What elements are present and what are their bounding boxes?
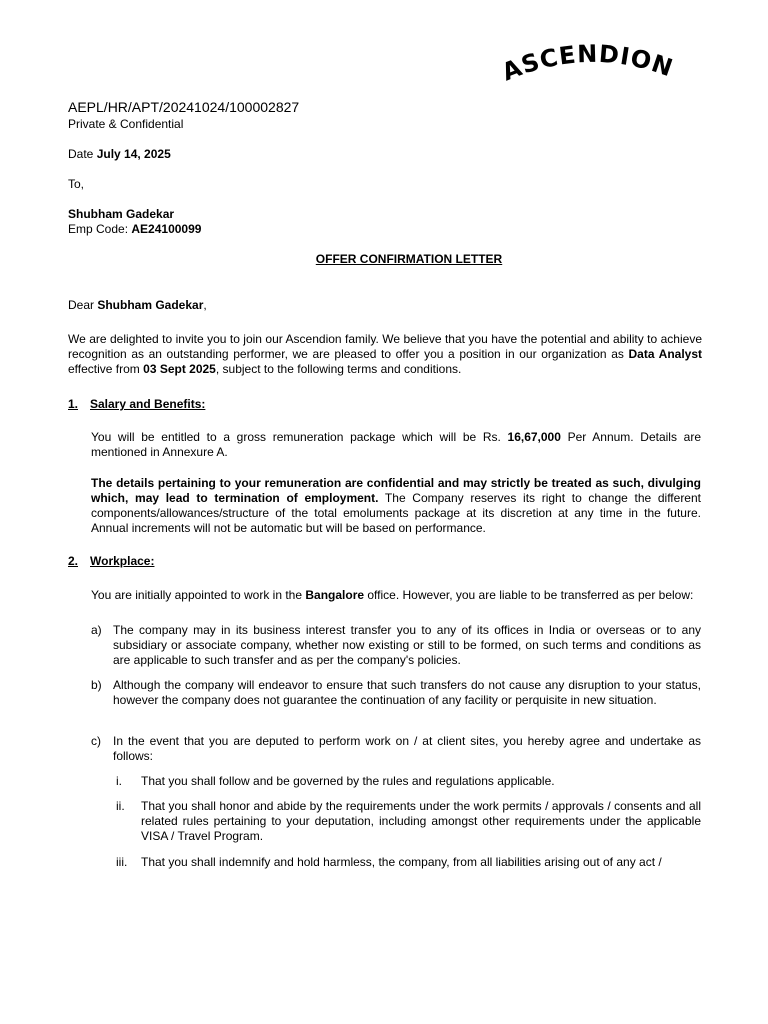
greeting-name: Shubham Gadekar	[97, 298, 204, 312]
workplace-paragraph	[91, 588, 701, 603]
sub-list-item-text: That you shall follow and be governed by the rules and regulations applicable.	[141, 774, 555, 788]
salary-text: Per Annum. Details are mentioned in Annexure A.	[91, 430, 701, 459]
list-item	[91, 734, 701, 764]
sub-list-item-text: That you shall indemnify and hold harmless, the company, from all liabilities arising out of any act /	[141, 855, 662, 869]
start-date: 03 Sept 2025	[143, 362, 216, 376]
to-label: To,	[68, 177, 85, 191]
letter-title-text: OFFER CONFIRMATION LETTER	[315, 252, 503, 266]
confidential-label: Private & Confidential	[68, 117, 184, 131]
intro-text: We are delighted to invite you to join our Ascendion family. We believe that you have the potential and ability to achieve recognition as an outstanding performer, we are pleased to offer you a position in our organization as	[68, 332, 702, 361]
section-number: 2.	[68, 554, 79, 568]
salary-paragraph	[91, 430, 701, 460]
sub-list-item	[116, 774, 701, 789]
list-item	[91, 678, 701, 708]
letter-date	[68, 147, 171, 162]
position-title: Data Analyst	[628, 347, 703, 361]
intro-paragraph	[68, 332, 702, 377]
sub-list-item-text: That you shall honor and abide by the requirements under the work permits / approvals / consents and all related rules pertaining to your deputation, including amongst other requirements under the applicable VISA / Travel Program.	[141, 799, 701, 843]
emp-code-label: Emp Code:	[68, 222, 132, 236]
ascendion-logo	[498, 38, 678, 88]
salary-text: You will be entitled to a gross remuneration package which will be Rs.	[91, 430, 508, 444]
confidentiality-paragraph	[91, 476, 701, 536]
office-location: Bangalore	[305, 588, 365, 602]
list-marker: b)	[91, 678, 102, 692]
greeting-prefix: Dear	[68, 298, 98, 312]
section-title: Workplace:	[90, 554, 155, 568]
letter-title	[0, 252, 768, 267]
list-marker: a)	[91, 623, 102, 637]
salary-amount: 16,67,000	[507, 430, 561, 444]
section-heading-workplace	[68, 554, 154, 569]
list-item-text: The company may in its business interest transfer you to any of its offices in India or overseas or to any subsidiary or associate company, whether now existing or still to be formed, on such terms and conditions as are applicable to such transfer and as per the company's policies.	[113, 623, 701, 667]
sub-list-marker: i.	[116, 774, 122, 788]
list-marker: c)	[91, 734, 101, 748]
confidentiality-text: The Company reserves its right to change the different components/allowances/structure of the total emoluments package at its discretion at any time in the future. Annual increments will not be automatic but will be based on performance.	[91, 491, 701, 535]
sub-list-item	[116, 799, 701, 844]
emp-code	[68, 222, 201, 237]
emp-code-value: AE24100099	[131, 222, 202, 236]
greeting	[68, 298, 207, 313]
reference-number: AEPL/HR/APT/20241024/100002827	[68, 99, 300, 115]
greeting-suffix: ,	[203, 298, 207, 312]
sub-list-marker: ii.	[116, 799, 125, 813]
intro-text: effective from	[68, 362, 144, 376]
sub-list-marker: iii.	[116, 855, 128, 869]
list-item-text: In the event that you are deputed to perform work on / at client sites, you hereby agree and undertake as follows:	[113, 734, 701, 763]
confidentiality-notice: The details pertaining to your remuneration are confidential and may strictly be treated as such, divulging which, may lead to termination of employment.	[91, 476, 701, 505]
section-title: Salary and Benefits:	[90, 397, 206, 411]
sub-list-item	[116, 855, 701, 870]
list-item	[91, 623, 701, 668]
list-item-text: Although the company will endeavor to ensure that such transfers do not cause any disruption to your status, however the company does not guarantee the continuation of any facility or perquisite in new situation.	[113, 678, 701, 707]
section-heading-salary	[68, 397, 205, 412]
intro-text: , subject to the following terms and conditions.	[215, 362, 462, 376]
workplace-text: You are initially appointed to work in the	[91, 588, 306, 602]
logo-text: ASCENDION	[498, 39, 677, 87]
date-value: July 14, 2025	[96, 147, 171, 161]
recipient-name: Shubham Gadekar	[68, 207, 175, 221]
workplace-text: office. However, you are liable to be transferred as per below:	[364, 588, 694, 602]
date-label: Date	[68, 147, 97, 161]
section-number: 1.	[68, 397, 79, 411]
